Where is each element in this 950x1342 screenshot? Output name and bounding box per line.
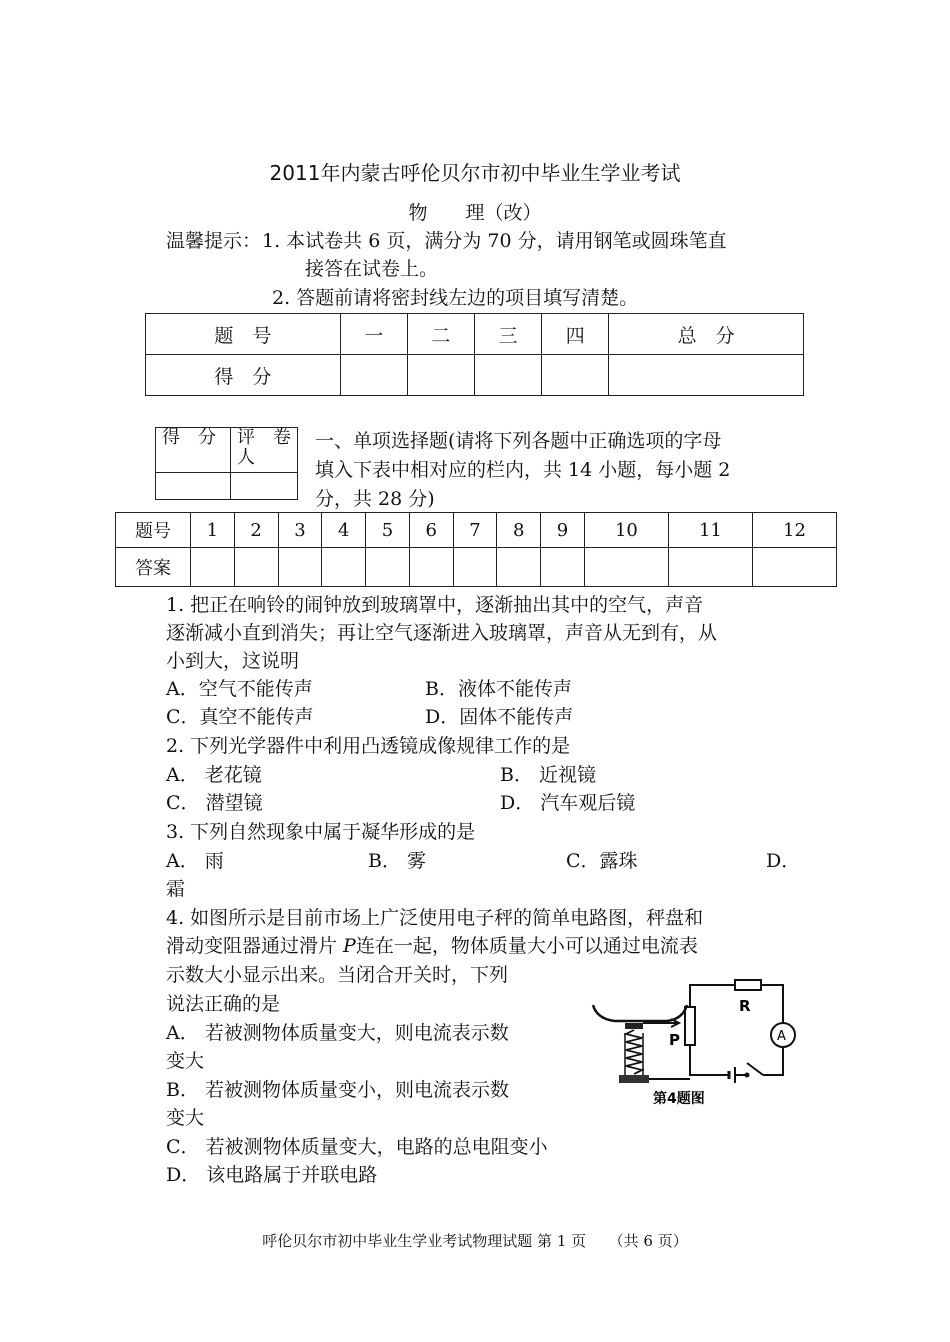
score-cell[interactable] <box>407 355 474 396</box>
answer-cell[interactable] <box>541 548 585 587</box>
wire-top-right <box>761 985 783 1023</box>
score-cell[interactable] <box>542 355 609 396</box>
q1-option-d: D．固体不能传声 <box>425 706 574 728</box>
q4-option-a-cont: 变大 <box>166 1050 205 1072</box>
answer-table-number: 8 <box>497 513 541 548</box>
section1-line3: 分，共 28 分) <box>315 488 435 510</box>
q2-stem: 2. 下列光学器件中利用凸透镜成像规律工作的是 <box>166 735 571 757</box>
page-subtitle: 物 理（改） <box>408 202 542 224</box>
q3-stem: 3. 下列自然现象中属于凝华形成的是 <box>166 821 476 843</box>
section1-line2: 填入下表中相对应的栏内，共 14 小题，每小题 2 <box>315 459 731 481</box>
answer-table-number: 2 <box>234 513 278 548</box>
base-block <box>619 1075 649 1083</box>
ammeter-label: A <box>777 1029 786 1044</box>
page-title: 2011年内蒙古呼伦贝尔市初中毕业生学业考试 <box>269 161 681 185</box>
answer-table-a-label: 答案 <box>116 548 191 587</box>
score-cell[interactable] <box>609 355 804 396</box>
q4-option-b-cont: 变大 <box>166 1107 205 1129</box>
grader-name-cell[interactable] <box>231 473 298 500</box>
answer-cell[interactable] <box>409 548 453 587</box>
wire-right <box>763 1047 783 1075</box>
q3-option-d: D． <box>766 850 801 872</box>
answer-table-number: 9 <box>541 513 585 548</box>
answer-cell[interactable] <box>366 548 410 587</box>
grader-box <box>155 427 309 500</box>
q1-option-a: A．空气不能传声 <box>166 678 313 700</box>
answer-table-number: 4 <box>322 513 366 548</box>
grader-name-label: 评 卷 人 <box>231 428 298 473</box>
score-table-row <box>146 355 804 396</box>
q1-line3: 小到大，这说明 <box>166 650 300 672</box>
q2-option-b: B． 近视镜 <box>500 764 597 786</box>
resistor-label: R <box>739 997 751 1015</box>
q4-line2-end: 连在一起，物体质量大小可以通过电流表 <box>355 935 698 957</box>
q4-line3: 示数大小显示出来。当闭合开关时，下列 <box>166 964 509 986</box>
circuit-diagram <box>585 975 800 1115</box>
tip-1: 1. 本试卷共 6 页，满分为 70 分，请用钢笔或圆珠笔直 <box>262 230 727 252</box>
q4-option-a: A． 若被测物体质量变大，则电流表示数 <box>166 1022 509 1044</box>
spring <box>626 1030 642 1074</box>
grader-score-cell[interactable] <box>156 473 231 500</box>
answer-cell[interactable] <box>191 548 235 587</box>
score-cell[interactable] <box>340 355 407 396</box>
pan-support <box>625 1023 643 1029</box>
q4-line2-start: 滑动变阻器通过滑片 <box>166 935 344 957</box>
q1-line2: 逐渐减小直到消失；再让空气逐渐进入玻璃罩，声音从无到有，从 <box>166 622 718 644</box>
answer-table-q-label: 题号 <box>116 513 191 548</box>
answer-table-number: 6 <box>409 513 453 548</box>
q4-option-c: C． 若被测物体质量变大，电路的总电阻变小 <box>166 1136 548 1158</box>
q4-line4: 说法正确的是 <box>166 993 281 1015</box>
resistor <box>735 980 761 990</box>
section1-heading: 一、单项选择题(请将下列各题中正确选项的字母 <box>315 430 722 452</box>
answer-table <box>115 512 837 587</box>
score-header-cell: 题 号 <box>146 314 341 355</box>
q4-option-b: B． 若被测物体质量变小，则电流表示数 <box>166 1079 510 1101</box>
q1-line1: 1. 把正在响铃的闹钟放到玻璃罩中，逐渐抽出其中的空气，声音 <box>166 594 704 616</box>
answer-cell[interactable] <box>453 548 497 587</box>
tips-label: 温馨提示： <box>166 230 262 252</box>
tip-1-cont: 接答在试卷上。 <box>305 258 439 280</box>
answer-table-answer-row <box>116 548 837 587</box>
answer-table-number: 5 <box>366 513 410 548</box>
answer-table-number: 11 <box>668 513 752 548</box>
answer-table-number: 3 <box>278 513 322 548</box>
score-header-cell: 总 分 <box>609 314 804 355</box>
q4-line1: 4. 如图所示是目前市场上广泛使用电子秤的简单电路图，秤盘和 <box>166 907 704 929</box>
answer-table-number: 12 <box>752 513 836 548</box>
wire-bottom <box>690 1045 729 1075</box>
answer-cell[interactable] <box>752 548 836 587</box>
figure-caption: 第4题图 <box>653 1091 705 1107</box>
answer-cell[interactable] <box>278 548 322 587</box>
answer-table-number: 1 <box>191 513 235 548</box>
q1-option-c: C．真空不能传声 <box>166 706 314 728</box>
q4-option-d: D． 该电路属于并联电路 <box>166 1164 378 1186</box>
q3-option-a: A． 雨 <box>166 850 224 872</box>
answer-table-number: 10 <box>584 513 668 548</box>
answer-table-number-row <box>116 513 837 548</box>
answer-table-number: 7 <box>453 513 497 548</box>
q3-option-c: C．露珠 <box>566 850 638 872</box>
tip-2: 2. 答题前请将密封线左边的项目填写清楚。 <box>272 287 639 309</box>
rheostat <box>685 1007 695 1045</box>
answer-cell[interactable] <box>234 548 278 587</box>
answer-cell[interactable] <box>497 548 541 587</box>
answer-cell[interactable] <box>584 548 668 587</box>
q1-option-b: B．液体不能传声 <box>425 678 572 700</box>
q2-option-a: A． 老花镜 <box>166 764 262 786</box>
slider-label: P <box>669 1031 680 1049</box>
score-header-cell: 三 <box>474 314 541 355</box>
score-header-cell: 四 <box>542 314 609 355</box>
grader-score-label: 得 分 <box>156 428 231 473</box>
score-table-header-row <box>146 314 804 355</box>
answer-cell[interactable] <box>668 548 752 587</box>
page-footer: 呼伦贝尔市初中毕业生学业考试物理试题 第 1 页 （共 6 页） <box>262 1232 688 1250</box>
q4-line2 <box>166 933 698 959</box>
scale-pan <box>593 1005 687 1021</box>
q2-option-c: C． 潜望镜 <box>166 792 263 814</box>
q3-option-b: B． 雾 <box>368 850 427 872</box>
score-row-label: 得 分 <box>146 355 341 396</box>
answer-cell[interactable] <box>322 548 366 587</box>
q2-option-d: D． 汽车观后镜 <box>500 792 636 814</box>
wire-top-left <box>690 985 735 1007</box>
score-table <box>145 313 804 396</box>
score-header-cell: 二 <box>407 314 474 355</box>
score-header-cell: 一 <box>340 314 407 355</box>
score-cell[interactable] <box>474 355 541 396</box>
q4-slider-symbol: P <box>343 935 356 957</box>
switch-lever <box>747 1063 763 1075</box>
q3-option-d-text: 霜 <box>166 878 186 900</box>
